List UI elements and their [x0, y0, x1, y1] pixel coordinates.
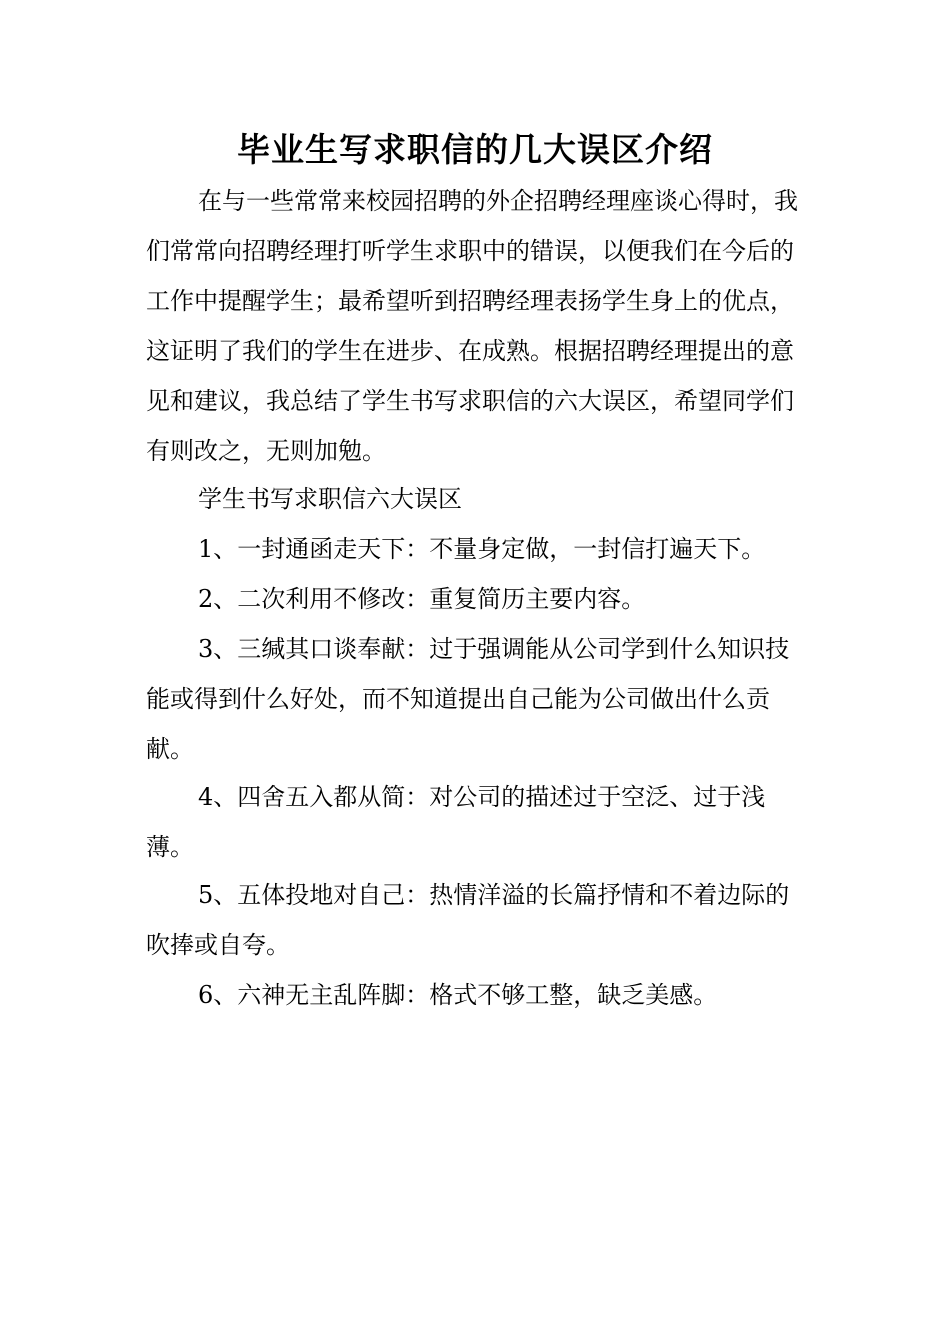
intro-paragraph: 在与一些常常来校园招聘的外企招聘经理座谈心得时，我们常常向招聘经理打听学生求职中的错误，以便我们在今后的工作中提醒学生；最希望听到招聘经理表扬学生身上的优点，这证明了我们的学生在进步、在成熟。根据招聘经理提出的意见和建议，我总结了学生书写求职信的六大误区，希望同学们有则改之，无则加勉。: [146, 187, 798, 465]
section-heading: 学生书写求职信六大误区: [198, 485, 462, 513]
list-item: 6、六神无主乱阵脚：格式不够工整，缺乏美感。: [198, 981, 718, 1009]
document-title: 毕业生写求职信的几大误区介绍: [237, 130, 713, 169]
list-item: 1、一封通函走天下：不量身定做，一封信打遍天下。: [198, 535, 766, 563]
list-item: 3、三缄其口谈奉献：过于强调能从公司学到什么知识技能或得到什么好处，而不知道提出自己能为公司做出什么贡献。: [146, 635, 790, 763]
list-item: 4、四舍五入都从简：对公司的描述过于空泛、过于浅薄。: [146, 783, 766, 861]
list-item: 5、五体投地对自己：热情洋溢的长篇抒情和不着边际的吹捧或自夸。: [146, 881, 790, 959]
list-item: 2、二次利用不修改：重复简历主要内容。: [198, 585, 646, 613]
